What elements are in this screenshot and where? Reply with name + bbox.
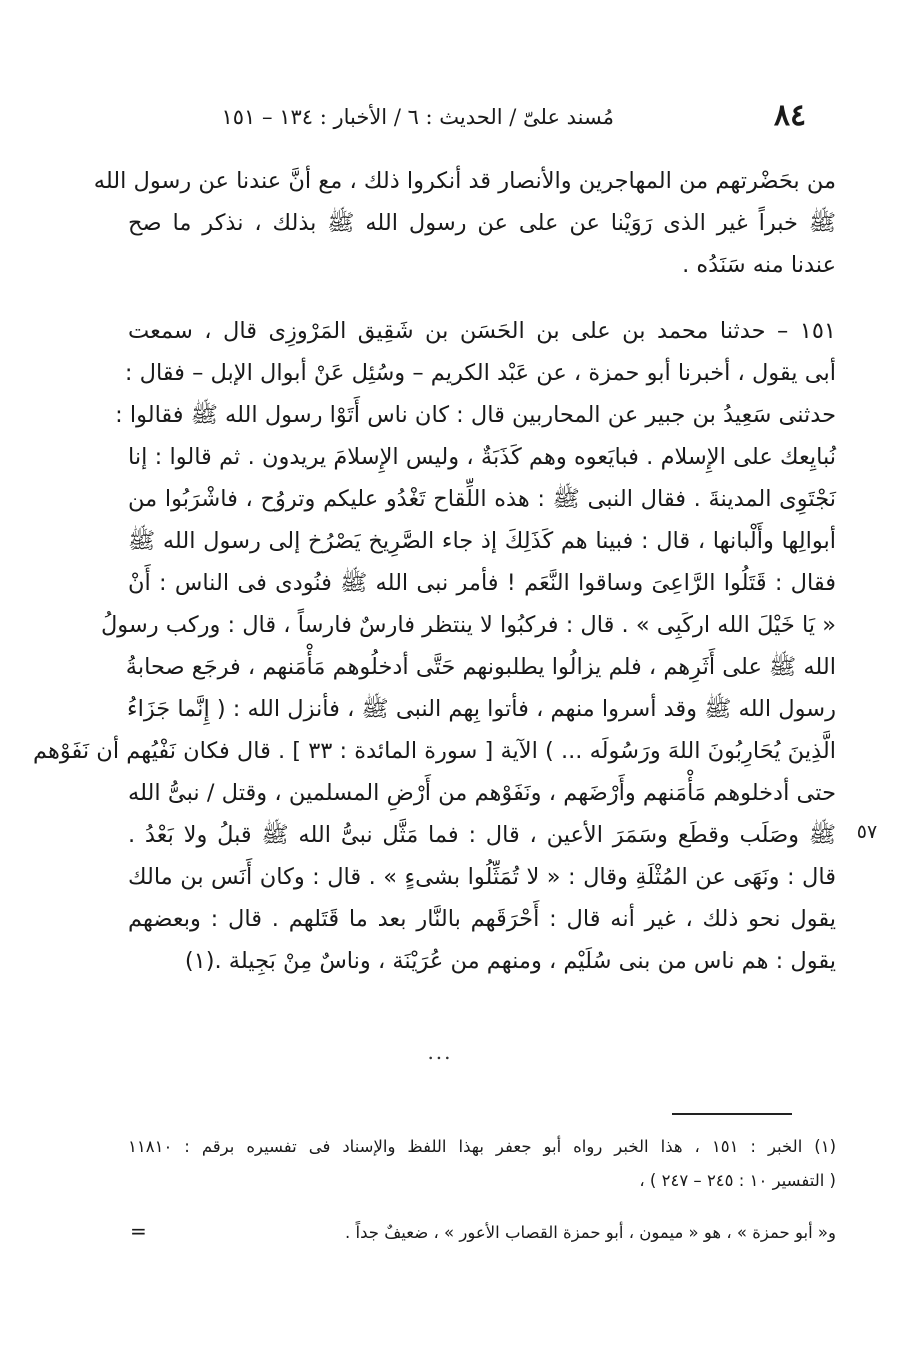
margin-page-reference: ٥٧ [856,821,878,843]
section-separator: ... [427,1040,453,1064]
text-line: « يَا خَيْلَ الله اركَبِى » . قال : فركبُوا لا ينتظر فارسٌ فارساً ، قال : وركب رسولُ [100,612,836,638]
footnote-divider [672,1113,792,1115]
page-number: ٨٤ [773,98,807,133]
text-line: ١٥١ – حدثنا محمد بن على بن الحَسَن بن شَقِيق المَرْوزِى قال ، سمعت [128,318,836,344]
continuation-mark: = [130,1219,147,1243]
paragraph-hadith-151 [33,310,836,982]
text-line: رسول الله ﷺ وقد أسروا منهم ، فأتوا بِهم النبى ﷺ ، فأنزل الله : ( إِنَّما جَزَاءُ [127,696,836,722]
paragraph-intro [93,160,836,286]
running-title: مُسند علىّ / الحديث : ٦ / الأخبار : ١٣٤ – ١٥١ [221,105,614,129]
text-line: قال : ونَهَى عن المُثْلَةِ وقال : « لا تُمَثِّلُوا بشىءٍ » . قال : وكان أَنَس بن مالك [128,864,836,890]
text-line: نَجْتَوِى المدينةَ . فقال النبى ﷺ : هذه اللِّقاح تَغْدُو عليكم وتروُح ، فاشْرَبُوا من [128,486,836,512]
text-line: عندنا منه سَنَدُه . [682,252,836,278]
text-line: نُبايِعك على الإِسلام . فبايَعوه وهم كَذَبَةٌ ، وليس الإِسلامَ يريدون . ثم قالوا : إنا [128,444,836,470]
text-line: الَّذِينَ يُحَارِبُونَ اللهَ ورَسُولَه ... ) الآية [ سورة المائدة : ٣٣ ] . قال فكان نَفْيُهم أن نَفَوْهم [33,738,836,764]
text-line: من بحَضْرتهم من المهاجرين والأنصار قد أنكروا ذلك ، مع أنَّ عندنا عن رسول الله [93,168,836,194]
text-line: حتى أدخلوهم مَأْمَنهم وأَرْضَهم ، ونَفَوْهم من أَرْضِ المسلمين ، وقتل / نبىُّ الله [128,780,836,806]
text-line: الله ﷺ على أَثَرِهم ، فلم يزالُوا يطلبونهم حَتَّى أدخلُوهم مَأْمَنهم ، فرجَع صحابةُ [125,654,836,680]
footnote-line: (١) الخبر : ١٥١ ، هذا الخبر رواه أبو جعفر بهذا اللفظ والإسناد فى تفسيره برقم : ١١٨١٠ [128,1137,837,1156]
text-line: أبى يقول ، أخبرنا أبو حمزة ، عن عَبْد الكريم – وسُئِل عَنْ أبوال الإبل – فقال : [124,360,836,386]
text-line: ﷺ وصَلَب وقطَع وسَمَرَ الأعين ، قال : فما مَثَّل نبىُّ الله ﷺ قبلُ ولا بَعْدُ . [128,822,836,848]
text-line: أبوالِها وأَلْبانها ، قال : فبينا هم كَذَلِكَ إذ جاء الصَّرِيخ يَصْرُخ إلى رسول الله ﷺ [128,528,836,554]
text-line: فقال : قَتَلُوا الرَّاعِىَ وساقوا النَّعَم ! فأمر نبى الله ﷺ فنُودى فى الناس : أَنْ [128,570,836,596]
text-line: يقول : هم ناس من بنى سُلَيْم ، ومنهم من عُرَيْنَة ، وناسٌ مِنْ بَجِيلة .(١) [184,948,836,974]
footnotes [128,1130,836,1250]
footnote-line: و« أبو حمزة » ، هو « ميمون ، أبو حمزة القصاب الأعور » ، ضعيفٌ جداً . [345,1223,836,1242]
text-line: يقول نحو ذلك ، غير أنه قال : أَحْرَقَهم بالنَّار بعد ما قَتَلهم . قال : وبعضهم [128,906,836,932]
text-line: ﷺ خبراً غير الذى رَوَيْنا عن على عن رسول الله ﷺ بذلك ، نذكر ما صح [128,210,836,236]
text-line: حدثنى سَعِيدُ بن جبير عن المحاربين قال : كان ناس أَتَوْا رسول الله ﷺ فقالوا : [115,402,836,428]
footnote-line: ( التفسير ١٠ : ٢٤٥ – ٢٤٧ ) ، [639,1171,836,1190]
